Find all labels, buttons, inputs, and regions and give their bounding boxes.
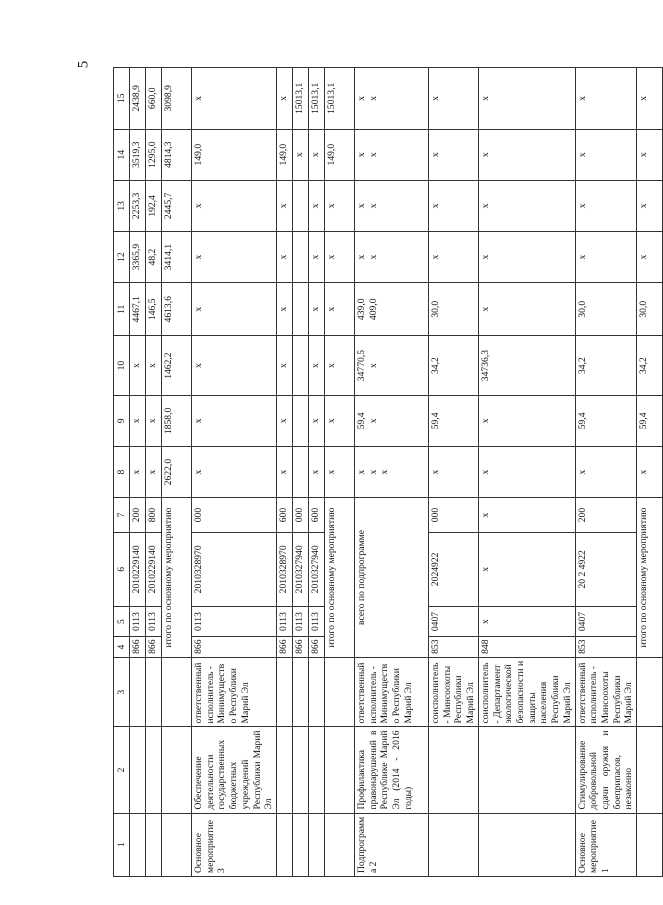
table-cell: 600 (308, 498, 324, 533)
table-cell: x (324, 336, 354, 395)
table-cell: 59,4 x (354, 395, 428, 446)
table-cell: x (428, 231, 478, 282)
table-cell: 866 (292, 637, 308, 657)
table-cell (292, 813, 308, 876)
table-cell: x (478, 532, 575, 606)
table-cell: 59,4 (428, 395, 478, 446)
table-cell: x (478, 283, 575, 336)
header-cell: 3 (114, 657, 130, 727)
table-cell (428, 727, 478, 813)
table-row (354, 68, 428, 877)
table-cell: ответственный исполнитель - Минсоохоты Республики Марий Эл (575, 657, 637, 727)
table-cell: 000 (292, 498, 308, 533)
table-cell: x (308, 336, 324, 395)
table-cell: 2622,0 (162, 446, 192, 497)
rotated-page (113, 67, 650, 877)
table-cell: x (292, 129, 308, 180)
table-cell: x (637, 446, 663, 497)
table-cell: x (324, 446, 354, 497)
table-cell: 866 (192, 637, 277, 657)
table-row (575, 68, 637, 877)
table-cell: x (192, 180, 277, 231)
table-cell: 2253,3 (130, 180, 146, 231)
table-cell: 853 (575, 637, 637, 657)
table-cell: x (478, 606, 575, 637)
table-cell: 800 (146, 498, 162, 533)
table-cell: 15013,1 (324, 68, 354, 130)
header-cell: 13 (114, 180, 130, 231)
table-cell: 0407 (575, 606, 637, 637)
table-cell: всего по подпрограмме (354, 498, 428, 658)
table-cell: x (308, 231, 324, 282)
header-cell: 7 (114, 498, 130, 533)
table-cell: 866 (130, 637, 146, 657)
table-cell (308, 657, 324, 727)
table-cell: 2024922 (428, 532, 478, 606)
table-cell: x (637, 68, 663, 130)
table-cell: x (324, 231, 354, 282)
table-cell: 34,2 (428, 336, 478, 395)
table-cell: x (428, 446, 478, 497)
table-cell (292, 727, 308, 813)
table-cell (292, 231, 308, 282)
table-cell: x (478, 129, 575, 180)
table-cell: 0113 (192, 606, 277, 637)
table-cell: 2010327940 (292, 532, 308, 606)
table-cell: x (478, 446, 575, 497)
table-cell: x (308, 180, 324, 231)
table-cell: 2010328970 (276, 532, 292, 606)
table-cell: x (478, 231, 575, 282)
table-row (292, 68, 308, 877)
table-cell: x (308, 129, 324, 180)
table-cell: 439,0 409,0 (354, 283, 428, 336)
table-cell: 2010229140 (130, 532, 146, 606)
table-cell: x (575, 231, 637, 282)
table-cell (130, 813, 146, 876)
header-cell: 15 (114, 68, 130, 130)
table-row (428, 68, 478, 877)
table-row (162, 68, 192, 877)
table-cell (637, 657, 663, 727)
table-cell (428, 813, 478, 876)
table-cell (146, 727, 162, 813)
table-cell (146, 813, 162, 876)
table-row (324, 68, 354, 877)
table-cell: x (637, 129, 663, 180)
header-cell: 10 (114, 336, 130, 395)
table-cell: x (276, 283, 292, 336)
table-cell (478, 813, 575, 876)
table-cell: x (130, 336, 146, 395)
table-cell: x (130, 446, 146, 497)
table-cell: 0113 (130, 606, 146, 637)
table-cell (292, 283, 308, 336)
table-cell: 1295,0 (146, 129, 162, 180)
table-cell: итого по основному мероприятию (324, 498, 354, 658)
table-cell: 2010327940 (308, 532, 324, 606)
table-cell: 600 (276, 498, 292, 533)
table-cell: 0113 (292, 606, 308, 637)
table-cell (324, 657, 354, 727)
table-row (192, 68, 277, 877)
table-cell: 34770,5 x (354, 336, 428, 395)
table-cell: x (192, 446, 277, 497)
table-cell: x (575, 68, 637, 130)
table-cell: x x (354, 180, 428, 231)
table-cell: Обеспечение деятельности государственных бюджетных учреждений Республики Марий Эл (192, 727, 277, 813)
table-cell: x (324, 283, 354, 336)
table-cell: x (276, 446, 292, 497)
header-cell: 1 (114, 813, 130, 876)
table-cell (130, 727, 146, 813)
table-cell: соисполнитель - Департамент экологической безопасности и защиты населения Республики Марий Эл (478, 657, 575, 727)
table-cell: x (192, 68, 277, 130)
table-cell (162, 813, 192, 876)
table-cell: x (575, 446, 637, 497)
table-cell: x (192, 283, 277, 336)
table-cell: x (276, 231, 292, 282)
table-cell (162, 727, 192, 813)
table-cell: x (637, 180, 663, 231)
table-cell (276, 657, 292, 727)
table-cell: 149,0 (324, 129, 354, 180)
table-cell: 59,4 (575, 395, 637, 446)
table-cell (324, 813, 354, 876)
header-cell: 8 (114, 446, 130, 497)
table-row (146, 68, 162, 877)
header-cell: 4 (114, 637, 130, 657)
table-cell: 853 (428, 637, 478, 657)
table-cell: 4467,1 (130, 283, 146, 336)
table-cell: x (146, 395, 162, 446)
table-cell (292, 180, 308, 231)
table-cell (292, 336, 308, 395)
table-cell: 866 (276, 637, 292, 657)
table-cell: x (478, 68, 575, 130)
table-cell: 3365,9 (130, 231, 146, 282)
table-cell: x (130, 395, 146, 446)
table-cell: x (276, 336, 292, 395)
table-cell: 1462,2 (162, 336, 192, 395)
table-cell: 59,4 (637, 395, 663, 446)
table-cell (146, 657, 162, 727)
table-row (308, 68, 324, 877)
table-cell: x (146, 446, 162, 497)
table-cell (637, 813, 663, 876)
table-cell (308, 813, 324, 876)
table-cell: x x (354, 231, 428, 282)
table-cell (308, 727, 324, 813)
table-cell: 30,0 (637, 283, 663, 336)
table-cell: ответственный исполнитель - Минимущество Республики Марий Эл (354, 657, 428, 727)
table-cell: 149,0 (276, 129, 292, 180)
table-cell: x (276, 68, 292, 130)
header-cell: 12 (114, 231, 130, 282)
table-cell: Стимулирование добровольной сдачи оружия и боеприпасов, незаконно (575, 727, 637, 813)
column-number-row (114, 68, 130, 877)
table-cell: 0113 (146, 606, 162, 637)
table-cell: итого по основному мероприятию (637, 498, 663, 658)
table-cell: 34736,3 (478, 336, 575, 395)
header-cell: 2 (114, 727, 130, 813)
table-cell: x (478, 180, 575, 231)
table-cell: 848 (478, 637, 575, 657)
table-cell: Профилактика правонарушений в Республике Марий Эл (2014 - 2016 годы) (354, 727, 428, 813)
table-cell: x (324, 180, 354, 231)
table-cell: x x x (354, 446, 428, 497)
table-cell: x (192, 395, 277, 446)
table-cell (292, 395, 308, 446)
table-cell: 30,0 (428, 283, 478, 336)
table-cell (324, 727, 354, 813)
table-cell: x (637, 231, 663, 282)
table-cell: x (192, 336, 277, 395)
table-cell: 866 (146, 637, 162, 657)
table-cell: 4613,6 (162, 283, 192, 336)
table-cell (276, 727, 292, 813)
table-cell: 20 2 4922 (575, 532, 637, 606)
header-cell: 14 (114, 129, 130, 180)
table-cell: x (428, 68, 478, 130)
table-row (130, 68, 146, 877)
table-cell: 0113 (276, 606, 292, 637)
table-cell: 48,2 (146, 231, 162, 282)
table-cell: Подпрограмма 2 (354, 813, 428, 876)
table-cell: 0113 (308, 606, 324, 637)
table-cell: 149,0 (192, 129, 277, 180)
table-cell: x x (354, 129, 428, 180)
table-cell: 2445,7 (162, 180, 192, 231)
table-cell (292, 446, 308, 497)
table-cell: x (428, 180, 478, 231)
table-cell: 34,2 (575, 336, 637, 395)
table-cell: 000 (428, 498, 478, 533)
table-cell: 30,0 (575, 283, 637, 336)
header-cell: 9 (114, 395, 130, 446)
table-cell: x x (354, 68, 428, 130)
table-cell: x (192, 231, 277, 282)
table-cell: x (428, 129, 478, 180)
table-cell: 3098,9 (162, 68, 192, 130)
table-cell: 15013,1 (292, 68, 308, 130)
page-number: 5 (75, 60, 92, 69)
table-cell: Основное мероприятие 1 (575, 813, 637, 876)
table-cell: x (146, 336, 162, 395)
table-cell: Основное мероприятие 3 (192, 813, 277, 876)
budget-table (113, 67, 663, 877)
table-cell: 192,4 (146, 180, 162, 231)
table-cell: x (276, 395, 292, 446)
table-cell: 2010229140 (146, 532, 162, 606)
table-cell: 200 (575, 498, 637, 533)
table-cell: x (478, 395, 575, 446)
table-cell: 2010328970 (192, 532, 277, 606)
table-cell: x (308, 446, 324, 497)
table-cell (478, 727, 575, 813)
table-cell: 0407 (428, 606, 478, 637)
table-cell: x (276, 180, 292, 231)
table-cell: 3414,1 (162, 231, 192, 282)
table-cell (162, 657, 192, 727)
table-cell: итого по основному мероприятию (162, 498, 192, 658)
table-row (478, 68, 575, 877)
table-cell (292, 657, 308, 727)
table-cell: 2438,9 (130, 68, 146, 130)
table-cell: x (575, 129, 637, 180)
table-row (276, 68, 292, 877)
table-cell: x (478, 498, 575, 533)
table-cell: 3519,3 (130, 129, 146, 180)
table-row (637, 68, 663, 877)
table-cell: 200 (130, 498, 146, 533)
table-cell: ответственный исполнитель - Минимущество Республики Марий Эл (192, 657, 277, 727)
table-cell: 15013,1 (308, 68, 324, 130)
table-cell: 000 (192, 498, 277, 533)
table-cell (130, 657, 146, 727)
header-cell: 5 (114, 606, 130, 637)
table-cell: x (308, 283, 324, 336)
table-cell (637, 727, 663, 813)
table-cell: 146,5 (146, 283, 162, 336)
table-cell: 660,0 (146, 68, 162, 130)
table-cell: x (575, 180, 637, 231)
table-cell: 4814,3 (162, 129, 192, 180)
table-cell: x (308, 395, 324, 446)
table-cell: x (324, 395, 354, 446)
table-cell: 34,2 (637, 336, 663, 395)
table-cell: 866 (308, 637, 324, 657)
table-cell (276, 813, 292, 876)
table-cell: соисполнитель - Минсоохоты Республики Марий Эл (428, 657, 478, 727)
header-cell: 11 (114, 283, 130, 336)
table-cell: 1858,0 (162, 395, 192, 446)
header-cell: 6 (114, 532, 130, 606)
